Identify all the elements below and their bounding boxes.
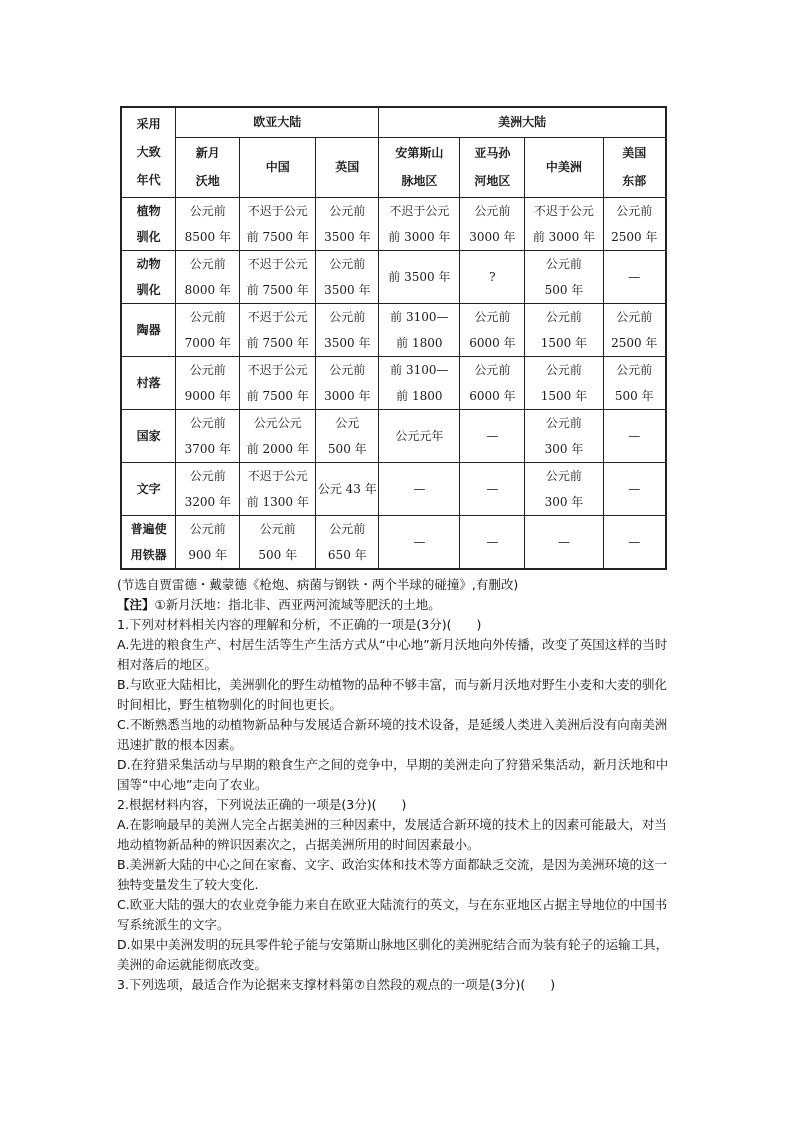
option-2a: A.在影响最早的美洲人完全占据美洲的三种因素中，发展适合新环境的技术上的因素可能最大，对当地动植物新品种的辨识因素次之，占据美洲所用的时间因素最小。 <box>117 817 667 852</box>
table-cell: 公元元年 <box>379 409 460 462</box>
table-cell: 公元前 7000 年 <box>176 303 240 356</box>
table-cell: 公元前 2500 年 <box>603 303 666 356</box>
table-cell: 公元 500 年 <box>316 409 379 462</box>
table-cell: 公元前 3700 年 <box>176 409 240 462</box>
row-label: 文字 <box>121 462 176 515</box>
table-cell: 公元前 3200 年 <box>176 462 240 515</box>
table-cell: — <box>603 515 666 569</box>
table-cell: — <box>460 409 525 462</box>
region-header: 中美洲 <box>525 137 603 197</box>
table-cell: 公元前 500 年 <box>240 515 316 569</box>
table-row <box>121 409 666 462</box>
table-cell: 公元前 8000 年 <box>176 250 240 303</box>
table-cell: 不迟于公元 前 3000 年 <box>379 197 460 250</box>
table-cell: 不迟于公元 前 7500 年 <box>240 250 316 303</box>
region-header: 英国 <box>316 137 379 197</box>
table-cell: 公元前 500 年 <box>525 250 603 303</box>
table-cell: 公元前 3500 年 <box>316 250 379 303</box>
question-text <box>117 575 677 995</box>
question-2: 2.根据材料内容，下列说法正确的一项是(3分)( ) <box>117 797 407 812</box>
source-citation: (节选自贾雷德・戴蒙德《枪炮、病菌与钢铁・两个半球的碰撞》,有删改) <box>117 577 519 592</box>
table-cell: 公元公元 前 2000 年 <box>240 409 316 462</box>
table-cell: 公元 43 年 <box>316 462 379 515</box>
footnote <box>117 595 677 615</box>
table-cell: 公元前 6000 年 <box>460 303 525 356</box>
table-cell: — <box>603 250 666 303</box>
row-label: 植物 驯化 <box>121 197 176 250</box>
region-header: 安第斯山 脉地区 <box>379 137 460 197</box>
row-label: 动物 驯化 <box>121 250 176 303</box>
table-corner-header: 采用 大致 年代 <box>121 107 176 197</box>
option-1a: A.先进的粮食生产、村居生活等生产生活方式从“中心地”新月沃地向外传播，改变了英国这样的当时相对落后的地区。 <box>117 637 668 672</box>
table-cell: 前 3100— 前 1800 <box>379 303 460 356</box>
table-cell: 公元前 900 年 <box>176 515 240 569</box>
note-label: 【注】 <box>117 597 155 612</box>
table-cell: 不迟于公元 前 7500 年 <box>240 303 316 356</box>
comparison-table-wrap <box>120 106 667 570</box>
table-cell: 公元前 9000 年 <box>176 356 240 409</box>
table-row <box>121 356 666 409</box>
table-cell: — <box>379 515 460 569</box>
table-cell: — <box>603 409 666 462</box>
table-row <box>121 250 666 303</box>
table-cell: 不迟于公元 前 1300 年 <box>240 462 316 515</box>
row-label: 普遍使 用铁器 <box>121 515 176 569</box>
option-1b: B.与欧亚大陆相比，美洲驯化的野生动植物的品种不够丰富，而与新月沃地对野生小麦和大麦的驯化时间相比，野生植物驯化的时间也更长。 <box>117 677 668 712</box>
table-cell: 公元前 3000 年 <box>316 356 379 409</box>
region-header: 亚马孙 河地区 <box>460 137 525 197</box>
table-cell: 公元前 2500 年 <box>603 197 666 250</box>
question-1: 1.下列对材料相关内容的理解和分析，不正确的一项是(3分)( ) <box>117 617 482 632</box>
table-cell: — <box>525 515 603 569</box>
table-cell: 公元前 3500 年 <box>316 197 379 250</box>
row-label: 村落 <box>121 356 176 409</box>
region-header: 中国 <box>240 137 316 197</box>
table-cell: 公元前 6000 年 <box>460 356 525 409</box>
table-cell: 公元前 1500 年 <box>525 303 603 356</box>
table-cell: 前 3100— 前 1800 <box>379 356 460 409</box>
table-cell: 前 3500 年 <box>379 250 460 303</box>
table-cell: ? <box>460 250 525 303</box>
table-row <box>121 515 666 569</box>
table-cell: 不迟于公元 前 3000 年 <box>525 197 603 250</box>
note-text: ①新月沃地：指北非、西亚两河流域等肥沃的土地。 <box>154 597 441 612</box>
table-cell: 公元前 3500 年 <box>316 303 379 356</box>
option-1d: D.在狩猎采集活动与早期的粮食生产之间的竞争中，早期的美洲走向了狩猎采集活动，新月沃地和中国等“中心地”走向了农业。 <box>117 757 669 792</box>
row-label: 国家 <box>121 409 176 462</box>
table-cell: 公元前 300 年 <box>525 462 603 515</box>
table-cell: 公元前 8500 年 <box>176 197 240 250</box>
row-label: 陶器 <box>121 303 176 356</box>
table-row <box>121 303 666 356</box>
eurasia-group-header: 欧亚大陆 <box>176 107 379 137</box>
region-header: 新月 沃地 <box>176 137 240 197</box>
table-cell: 公元前 500 年 <box>603 356 666 409</box>
question-3: 3.下列选项，最适合作为论据来支撑材料第⑦自然段的观点的一项是(3分)( ) <box>117 977 556 992</box>
table-cell: 公元前 1500 年 <box>525 356 603 409</box>
comparison-table <box>120 106 667 570</box>
americas-group-header: 美洲大陆 <box>379 107 666 137</box>
option-1c: C.不断熟悉当地的动植物新品种与发展适合新环境的技术设备，是延缓人类进入美洲后没有向南美洲迅速扩散的根本因素。 <box>117 717 668 752</box>
table-row <box>121 197 666 250</box>
table-cell: 不迟于公元 前 7500 年 <box>240 356 316 409</box>
table-cell: — <box>603 462 666 515</box>
table-row <box>121 462 666 515</box>
table-cell: 公元前 650 年 <box>316 515 379 569</box>
table-cell: 公元前 300 年 <box>525 409 603 462</box>
table-cell: — <box>460 515 525 569</box>
table-cell: — <box>379 462 460 515</box>
region-header: 美国 东部 <box>603 137 666 197</box>
table-cell: 不迟于公元 前 7500 年 <box>240 197 316 250</box>
option-2b: B.美洲新大陆的中心之间在家畜、文字、政治实体和技术等方面都缺乏交流，是因为美洲环境的这一独特变量发生了较大变化. <box>117 857 668 892</box>
option-2d: D.如果中美洲发明的玩具零件轮子能与安第斯山脉地区驯化的美洲驼结合而为装有轮子的运输工具，美洲的命运就能彻底改变。 <box>117 937 669 972</box>
table-cell: 公元前 3000 年 <box>460 197 525 250</box>
option-2c: C.欧亚大陆的强大的农业竞争能力来自在欧亚大陆流行的英文，与在东亚地区占据主导地位的中国书写系统派生的文字。 <box>117 897 668 932</box>
table-cell: — <box>460 462 525 515</box>
